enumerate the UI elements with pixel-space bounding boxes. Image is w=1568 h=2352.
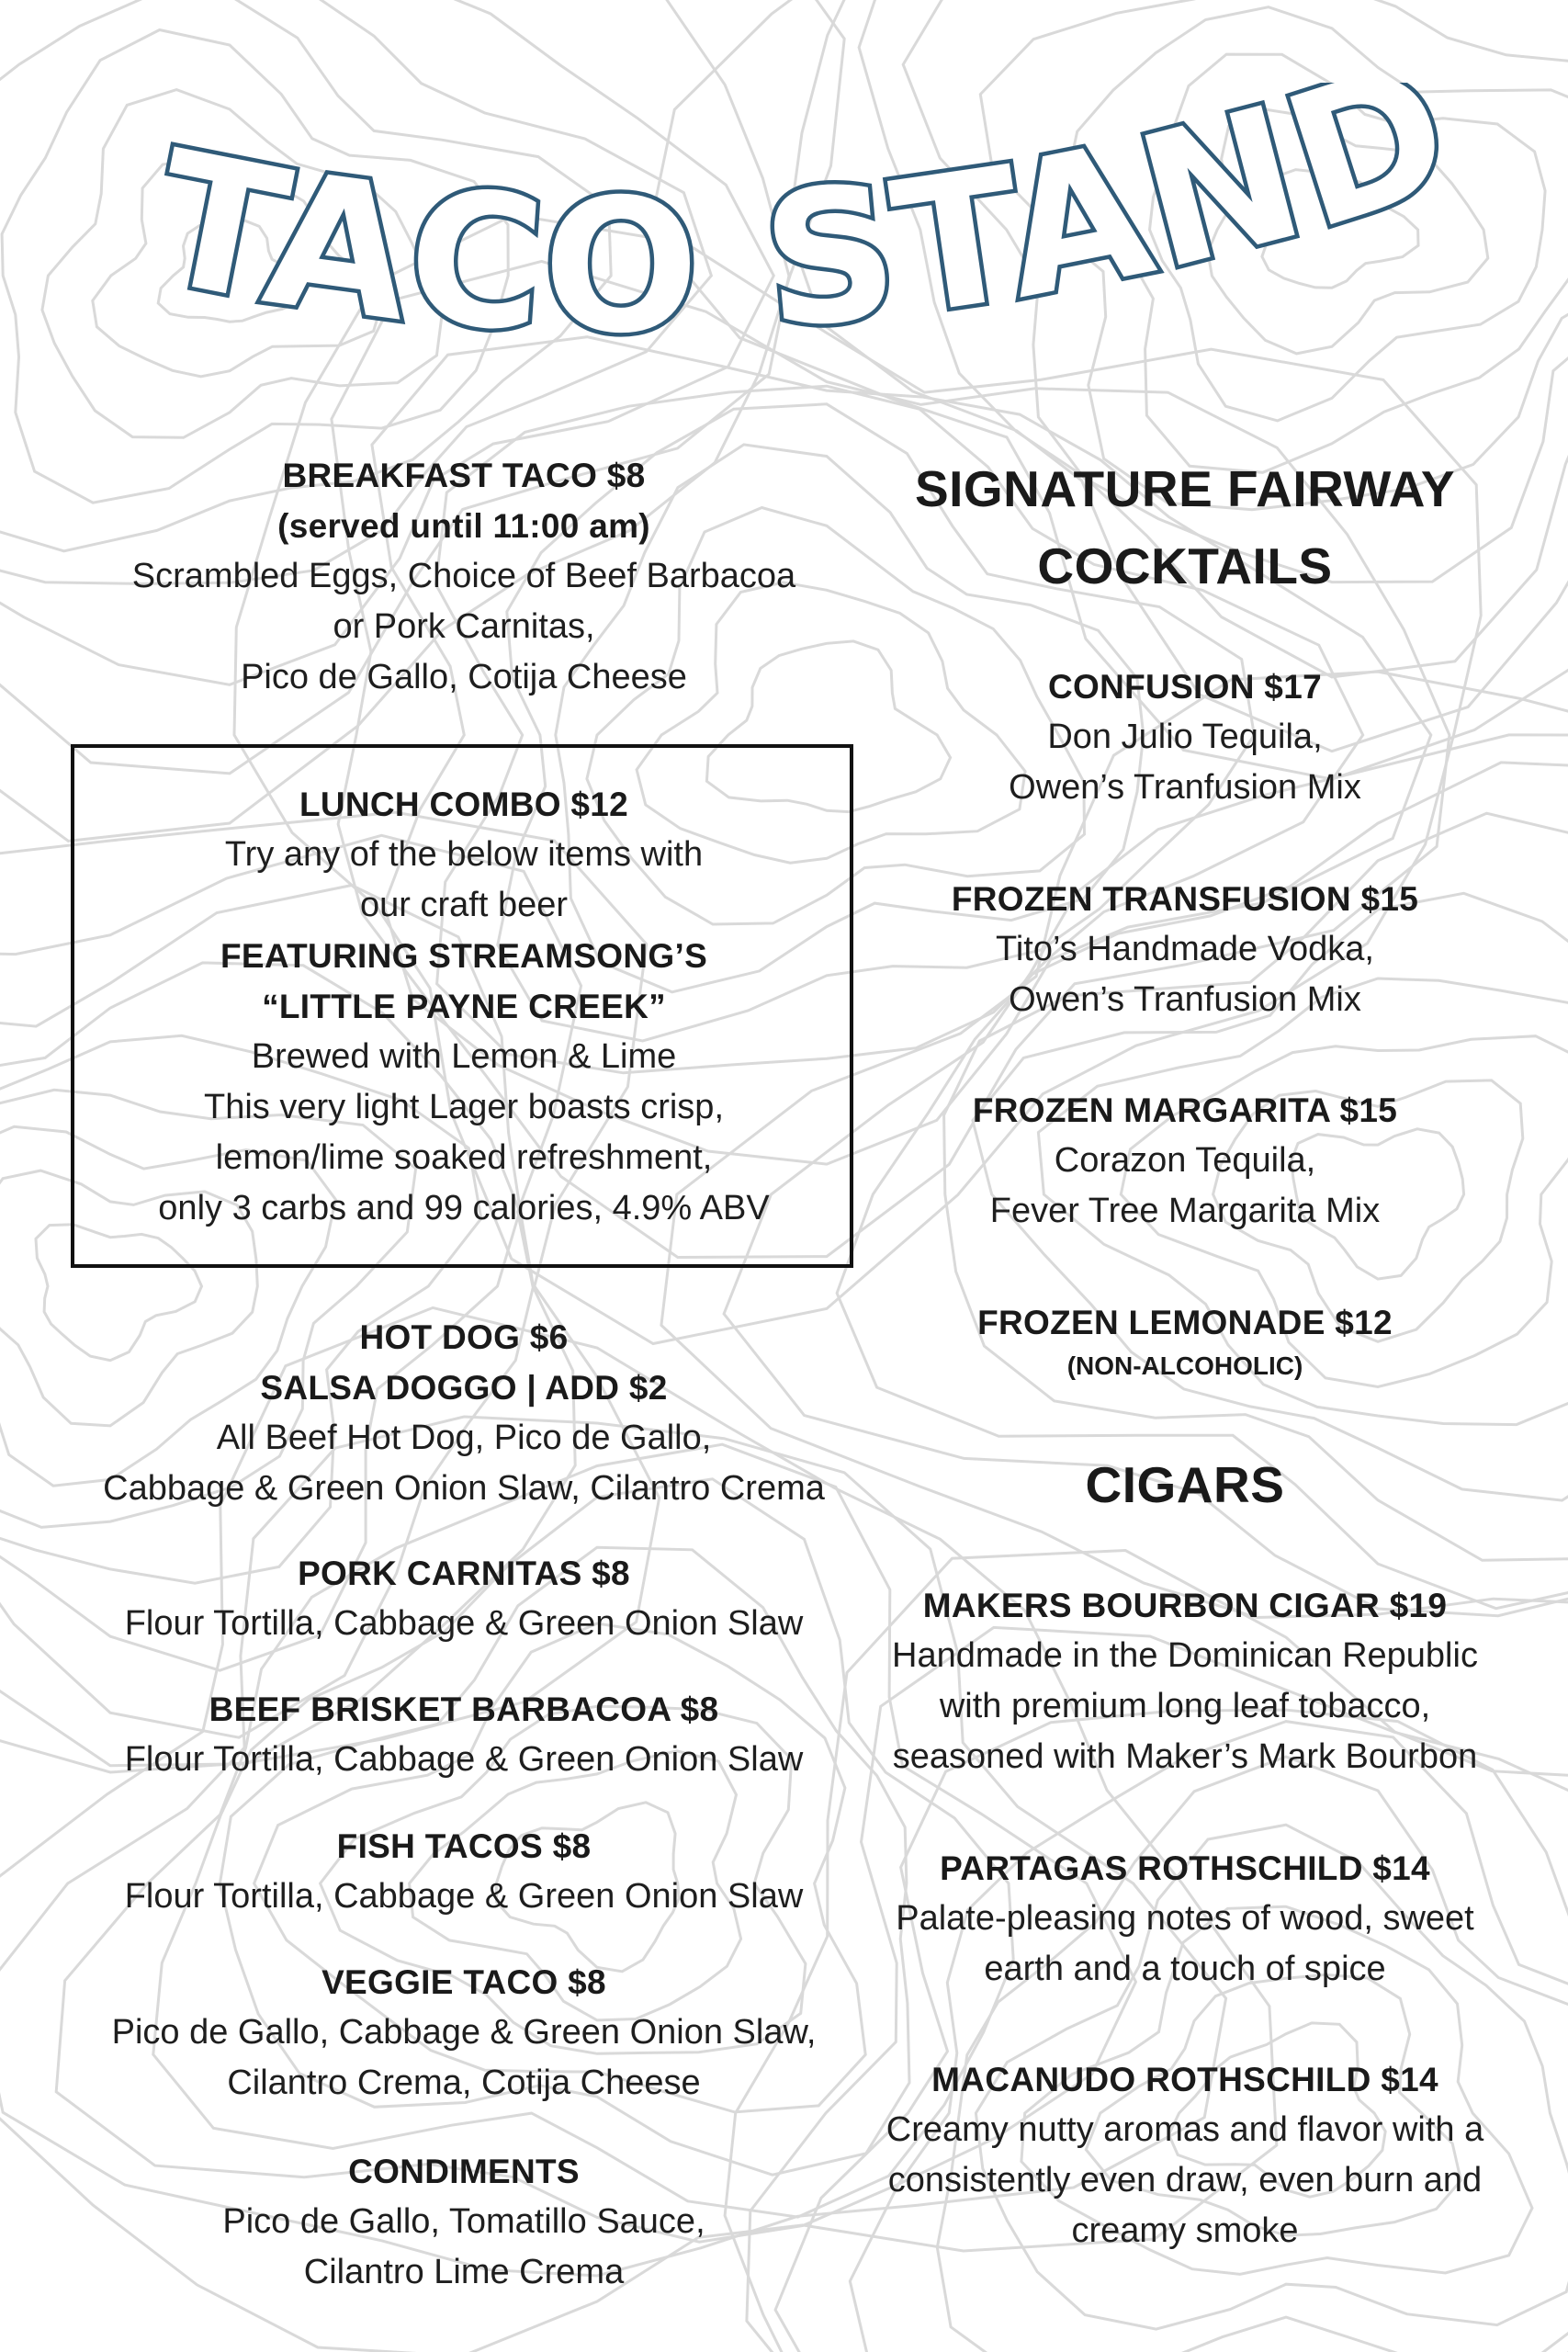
veggie-taco-item [55,1957,873,2109]
item-description: Don Julio Tequila, [1047,718,1323,756]
item-heading: FISH TACOS $8 [336,1827,592,1865]
item-heading: FROZEN LEMONADE $12 [977,1304,1393,1341]
macanudo-cigar-item [845,2054,1525,2256]
breakfast-taco-item [55,450,873,703]
item-description: Fever Tree Margarita Mix [989,1192,1381,1230]
item-description: our craft beer [360,886,568,924]
item-addon: SALSA DOGGO | ADD $2 [260,1369,668,1407]
item-description: Flour Tortilla, Cabbage & Green Onion Slaw [124,1740,804,1779]
item-description: lemon/lime soaked refreshment, [215,1138,713,1177]
page-title: TACO STAND [139,83,1477,375]
item-description: creamy smoke [1071,2211,1299,2250]
frozen-margarita-item [845,1085,1525,1237]
cocktails-section-title [845,450,1525,605]
featured-beer-label: FEATURING STREAMSONG’S [220,937,708,975]
item-description: Try any of the below items with [224,835,704,874]
drinks-cigars-column [845,0,1525,2352]
item-note: (NON-ALCOHOLIC) [1066,1351,1303,1380]
hot-dog-item [55,1312,873,1514]
section-title: SIGNATURE FAIRWAY [914,460,1456,517]
item-description: Pico de Gallo, Cabbage & Green Onion Slaw, [111,2013,817,2052]
featured-beer-name: “LITTLE PAYNE CREEK” [262,988,666,1025]
item-description: Flour Tortilla, Cabbage & Green Onion Slaw [124,1604,804,1643]
section-title: COCKTAILS [1037,537,1333,594]
item-description: Cilantro Lime Crema [303,2253,625,2291]
item-heading: PARTAGAS ROTHSCHILD $14 [940,1849,1430,1887]
section-title: CIGARS [1085,1456,1285,1513]
item-description: Pico de Gallo, Cotija Cheese [241,658,687,696]
item-description: Tito’s Handmade Vodka, [996,930,1374,968]
item-description: Flour Tortilla, Cabbage & Green Onion Slaw [124,1877,804,1916]
item-description: Corazon Tequila, [1054,1141,1316,1180]
item-heading: CONDIMENTS [348,2153,580,2190]
item-description: Owen’s Tranfusion Mix [1009,768,1361,807]
frozen-transfusion-item [845,874,1525,1025]
item-description: Palate-pleasing notes of wood, sweet [896,1899,1474,1938]
item-description: Creamy nutty aromas and flavor with a [886,2110,1484,2149]
item-heading: BREAKFAST TACO $8 [282,457,646,494]
item-heading: BEEF BRISKET BARBACOA $8 [209,1690,719,1728]
item-description: Handmade in the Dominican Republic [892,1636,1478,1675]
item-description: Cabbage & Green Onion Slaw, Cilantro Crema [103,1469,825,1508]
condiments-item [55,2146,873,2298]
item-description: Scrambled Eggs, Choice of Beef Barbacoa [131,557,796,595]
pork-carnitas-item [55,1548,873,1649]
item-note: (served until 11:00 am) [277,507,650,545]
item-description: only 3 carbs and 99 calories, 4.9% ABV [158,1189,770,1227]
item-heading: FROZEN TRANSFUSION $15 [951,880,1419,918]
makers-cigar-item [845,1580,1525,1782]
item-heading: MACANUDO ROTHSCHILD $14 [931,2061,1438,2098]
item-description: Brewed with Lemon & Lime [251,1037,677,1076]
item-heading: VEGGIE TACO $8 [321,1963,606,2001]
item-heading: HOT DOG $6 [359,1318,569,1356]
partagas-cigar-item [845,1843,1525,1995]
item-heading: MAKERS BOURBON CIGAR $19 [922,1587,1448,1624]
item-heading: LUNCH COMBO $12 [299,786,629,823]
confusion-item [845,662,1525,813]
item-heading: PORK CARNITAS $8 [298,1555,630,1592]
item-description: consistently even draw, even burn and [887,2161,1483,2199]
lunch-combo-frame [71,744,853,1268]
item-description: with premium long leaf tobacco, [939,1687,1431,1725]
fish-tacos-item [55,1821,873,1922]
item-heading: CONFUSION $17 [1048,668,1322,706]
item-description: earth and a touch of spice [984,1950,1386,1988]
item-description: Pico de Gallo, Tomatillo Sauce, [222,2202,705,2241]
item-description: Cilantro Crema, Cotija Cheese [227,2064,701,2102]
cigars-section-title [845,1446,1525,1523]
item-description: seasoned with Maker’s Mark Bourbon [892,1737,1478,1776]
beef-brisket-item [55,1684,873,1785]
item-description: Owen’s Tranfusion Mix [1009,980,1361,1019]
frozen-lemonade-item [845,1297,1525,1385]
item-description: This very light Lager boasts crisp, [203,1088,724,1126]
item-description: All Beef Hot Dog, Pico de Gallo, [216,1419,712,1457]
item-heading: FROZEN MARGARITA $15 [972,1091,1398,1129]
item-description: or Pork Carnitas, [333,607,595,646]
